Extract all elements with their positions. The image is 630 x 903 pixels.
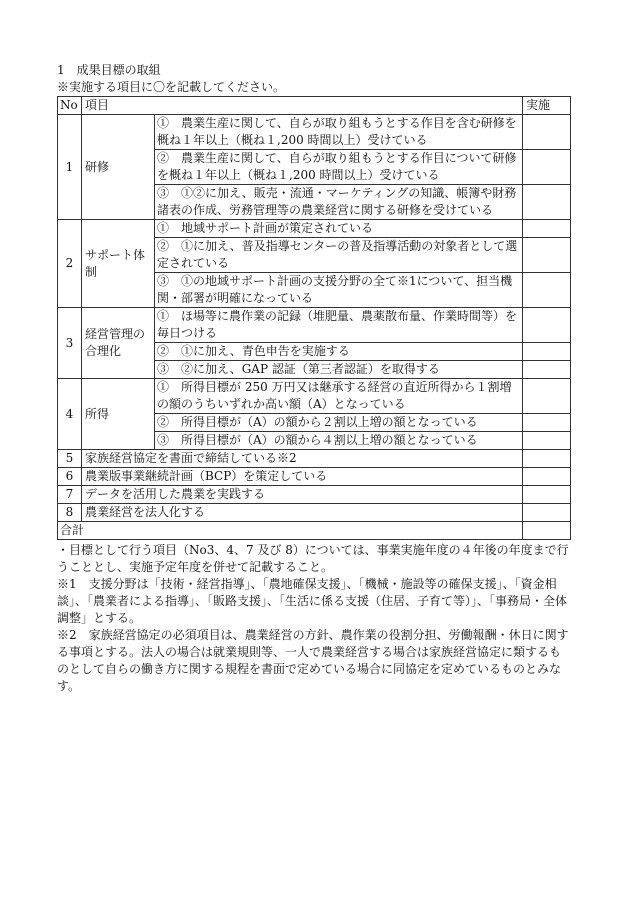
section-heading: 1 成果目標の取組 bbox=[57, 63, 161, 77]
sub-item: ① 農業生産に関して、自らが取り組もうとする作目を含む研修を概ね１年以上（概ね１,200 時間以上）受けている bbox=[155, 115, 523, 150]
sub-item: ① 地域サポート計画が策定されている bbox=[155, 220, 523, 238]
row-text: 農業経営を法人化する bbox=[82, 504, 523, 522]
impl-cell[interactable] bbox=[523, 220, 571, 238]
sub-item: ③ 所得目標が（A）の額から４割以上増の額となっている bbox=[155, 432, 523, 450]
row-text: 農業版事業継続計画（BCP）を策定している bbox=[82, 468, 523, 486]
impl-cell[interactable] bbox=[523, 150, 571, 185]
impl-cell[interactable] bbox=[523, 468, 571, 486]
row-no: 6 bbox=[58, 468, 82, 486]
impl-cell[interactable] bbox=[523, 273, 571, 308]
sub-item: ③ ②に加え、GAP 認証（第三者認証）を取得する bbox=[155, 361, 523, 379]
sub-item: ③ ①の地域サポート計画の支援分野の全て※1について、担当機関・部署が明確になっている bbox=[155, 273, 523, 308]
sub-item: ③ ①②に加え、販売・流通・マーケティングの知識、帳簿や財務諸表の作成、労務管理等の農業経営に関する研修を受けている bbox=[155, 185, 523, 220]
impl-cell[interactable] bbox=[523, 115, 571, 150]
total-cell[interactable] bbox=[523, 522, 571, 540]
table-header-row bbox=[58, 97, 571, 115]
sub-item: ① ほ場等に農作業の記録（堆肥量、農薬散布量、作業時間等）を毎日つける bbox=[155, 308, 523, 343]
table-row bbox=[58, 486, 571, 504]
header-item: 項目 bbox=[82, 97, 523, 115]
row-label: 研修 bbox=[82, 115, 155, 220]
sub-item: ② ①に加え、青色申告を実施する bbox=[155, 343, 523, 361]
impl-cell[interactable] bbox=[523, 450, 571, 468]
row-no: 5 bbox=[58, 450, 82, 468]
note-2: ※2 家族経営協定の必須項目は、農業経営の方針、農作業の役割分担、労働報酬・休日に関する事項とする。法人の場合は就業規則等、一人で農業経営する場合は家族経営協定に類するものとして自らの働き方に関する規程を書面で定めている場合に同協定を定めているものとみなす。 bbox=[57, 628, 569, 693]
impl-cell[interactable] bbox=[523, 308, 571, 343]
impl-cell[interactable] bbox=[523, 361, 571, 379]
table-row bbox=[58, 450, 571, 468]
instruction-text: ※実施する項目に〇を記載してください。 bbox=[57, 80, 286, 94]
impl-cell[interactable] bbox=[523, 379, 571, 414]
table-row bbox=[58, 220, 571, 238]
impl-cell[interactable] bbox=[523, 486, 571, 504]
table-row bbox=[58, 468, 571, 486]
header-no: No bbox=[58, 97, 82, 115]
impl-cell[interactable] bbox=[523, 504, 571, 522]
row-label: サポート体制 bbox=[82, 220, 155, 308]
row-no: 3 bbox=[58, 308, 82, 379]
row-no: 1 bbox=[58, 115, 82, 220]
row-text: 家族経営協定を書面で締結している※2 bbox=[82, 450, 523, 468]
row-text: データを活用した農業を実践する bbox=[82, 486, 523, 504]
header-impl: 実施 bbox=[523, 97, 571, 115]
row-no: 8 bbox=[58, 504, 82, 522]
row-label: 経営管理の合理化 bbox=[82, 308, 155, 379]
table-row bbox=[58, 115, 571, 150]
sub-item: ② 所得目標が（A）の額から２割以上増の額となっている bbox=[155, 414, 523, 432]
row-no: 7 bbox=[58, 486, 82, 504]
note-target-items: ・目標として行う項目（No3、4、7 及び 8）については、事業実施年度の４年後の年度まで行うこととし、実施予定年度を併せて記載すること。 bbox=[57, 543, 569, 574]
row-no: 2 bbox=[58, 220, 82, 308]
sub-item: ② ①に加え、普及指導センターの普及指導活動の対象者として選定されている bbox=[155, 238, 523, 273]
total-row bbox=[58, 522, 571, 540]
impl-cell[interactable] bbox=[523, 238, 571, 273]
notes bbox=[57, 542, 571, 695]
table-row bbox=[58, 504, 571, 522]
table-row bbox=[58, 308, 571, 343]
table-row bbox=[58, 379, 571, 414]
total-label: 合計 bbox=[58, 522, 523, 540]
sub-item: ② 農業生産に関して、自らが取り組もうとする作目について研修を概ね１年以上（概ね１,200 時間以上）受けている bbox=[155, 150, 523, 185]
document-page bbox=[57, 62, 571, 695]
row-label: 所得 bbox=[82, 379, 155, 450]
note-1: ※1 支援分野は「技術・経営指導」、「農地確保支援」、「機械・施設等の確保支援」、「資金相談」、「農業者による指導」、「販路支援」、「生活に係る支援（住居、子育て等）」、「事務局・全体調整」とする。 bbox=[57, 577, 568, 625]
impl-cell[interactable] bbox=[523, 343, 571, 361]
sub-item: ① 所得目標が 250 万円又は継承する経営の直近所得から１割増の額のうちいずれか高い額（A）となっている bbox=[155, 379, 523, 414]
row-no: 4 bbox=[58, 379, 82, 450]
impl-cell[interactable] bbox=[523, 432, 571, 450]
impl-cell[interactable] bbox=[523, 185, 571, 220]
impl-cell[interactable] bbox=[523, 414, 571, 432]
goal-table bbox=[57, 96, 571, 540]
